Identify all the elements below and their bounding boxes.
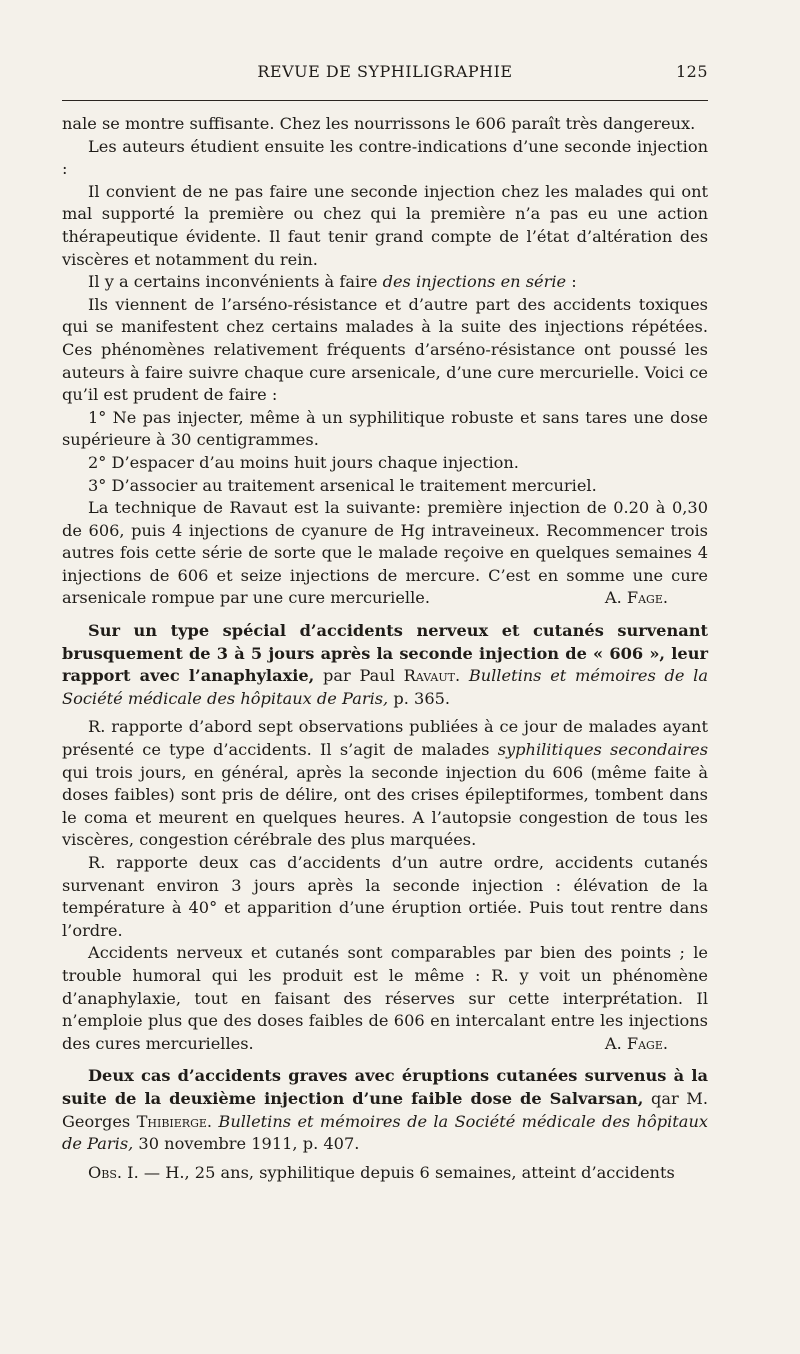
list-item: 3° D’associer au traitement arsenical le traitement mercuriel. bbox=[88, 475, 597, 495]
paragraph bbox=[62, 1162, 708, 1185]
text-run: : bbox=[566, 272, 577, 292]
paragraph: nale se montre suffisante. Chez les nourrissons le 606 paraît très dangereux. bbox=[62, 114, 696, 133]
paragraph bbox=[62, 271, 708, 294]
text-run: Accidents nerveux et cutanés sont comparables par bien des points ; le trouble humoral qui les produit est le même : R. y voit un phénomène d’anaphylaxie, tout en faisant des réserves sur cette interprétation. Il n’emploie plus que des doses faibles de 606 en intercalant entre les injections des cures mercurielles. bbox=[62, 943, 708, 1053]
page-body bbox=[62, 113, 708, 1184]
text-run: qui trois jours, en général, après la seconde injection du 606 (même faite à doses faibles) sont pris de délire, ont des crises épileptiformes, tombent dans le coma et meurent en quelques heures. A l’autopsie congestion de tous les viscères, congestion cérébrale des plus marquées. bbox=[62, 762, 708, 850]
paragraph: Ils viennent de l’arséno-résistance et d’autre part des accidents toxiques qui se manifestent chez certains malades à la suite des injections répétées. Ces phénomènes relativement fréquents d’arséno-résistance ont poussé les auteurs à faire suivre chaque cure arsenicale, d’une cure mercurielle. Voici ce qu’il est prudent de faire : bbox=[62, 294, 708, 405]
text-run: La technique de Ravaut est la suivante: première injection de 0.20 à 0,30 de 606, puis 4 injections de cyanure de Hg intraveineux. Recommencer trois autres fois cette série de sorte que le malade reçoive en quelques semaines 4 injections de 606 et seize injections de mercure. C’est en somme une cure arsenicale rompue par une cure mercurielle. bbox=[62, 498, 708, 608]
journal-title: REVUE DE SYPHILIGRAPHIE bbox=[257, 62, 513, 81]
italic-phrase: des injections en série bbox=[382, 272, 567, 292]
signature: A. Fage. bbox=[604, 1033, 668, 1053]
page-number: 125 bbox=[675, 62, 708, 81]
article-title: Deux cas d’accidents graves avec éruptions cutanées survenus à la suite de la deuxième injection d’une faible dose de Salvarsan, bbox=[62, 1066, 708, 1108]
observation-label: Obs. I. bbox=[88, 1162, 139, 1182]
list-item: 1° Ne pas injecter, même à un syphilitique robuste et sans tares une dose supérieure à 30 centigrammes. bbox=[62, 407, 708, 450]
text-run: Il y a certains inconvénients à faire bbox=[88, 272, 383, 292]
article-heading bbox=[62, 620, 708, 710]
paragraph bbox=[62, 942, 708, 1055]
text-run: . bbox=[206, 1111, 219, 1131]
article-heading bbox=[62, 1065, 708, 1155]
italic-phrase: syphilitiques secondaires bbox=[497, 740, 709, 760]
text-run: par Paul bbox=[314, 666, 404, 686]
journal-reference: Bulletins et mémoires de la Société médicale des hôpitaux de Paris, bbox=[62, 666, 708, 708]
journal-reference: Bulletins et mémoires de la Société médicale des hôpitaux de Paris, bbox=[62, 1111, 709, 1154]
running-header bbox=[62, 62, 708, 86]
list-item: 2° D’espacer d’au moins huit jours chaque injection. bbox=[88, 452, 519, 472]
signature: A. Fage. bbox=[604, 588, 668, 608]
author-name: Ravaut bbox=[403, 666, 455, 686]
paragraph: Il convient de ne pas faire une seconde injection chez les malades qui ont mal supporté la première ou chez qui la première n’a pas eu une action thérapeutique évidente. Il faut tenir grand compte de l’état d’altération des viscères et notamment du rein. bbox=[62, 181, 708, 269]
paragraph: R. rapporte deux cas d’accidents d’un autre ordre, accidents cutanés survenant environ 3 jours après la seconde injection : élévation de la température à 40° et apparition d’une éruption ortiée. Puis tout rentre dans l’ordre. bbox=[62, 853, 708, 940]
text-run: . bbox=[454, 666, 469, 686]
page-reference: p. 365. bbox=[388, 688, 451, 708]
paragraph: Les auteurs étudient ensuite les contre-indications d’une seconde injection : bbox=[62, 136, 708, 179]
paragraph bbox=[62, 497, 708, 610]
article-title: Sur un type spécial d’accidents nerveux et cutanés survenant brusquement de 3 à 5 jours après la seconde injection de « 606 », leur rapport avec l’anaphylaxie, bbox=[62, 621, 708, 686]
header-rule bbox=[62, 100, 708, 101]
text-run: — H., 25 ans, syphilitique depuis 6 semaines, atteint d’accidents bbox=[138, 1162, 675, 1182]
text-run: qar M. Georges bbox=[62, 1088, 708, 1131]
paragraph bbox=[62, 716, 708, 852]
text-run: R. rapporte d’abord sept observations publiées à ce jour de malades ayant présenté ce type d’accidents. Il s’agit de malades bbox=[62, 717, 708, 760]
date-reference: 30 novembre 1911, p. 407. bbox=[133, 1134, 360, 1154]
author-name: Thibierge bbox=[136, 1111, 207, 1131]
